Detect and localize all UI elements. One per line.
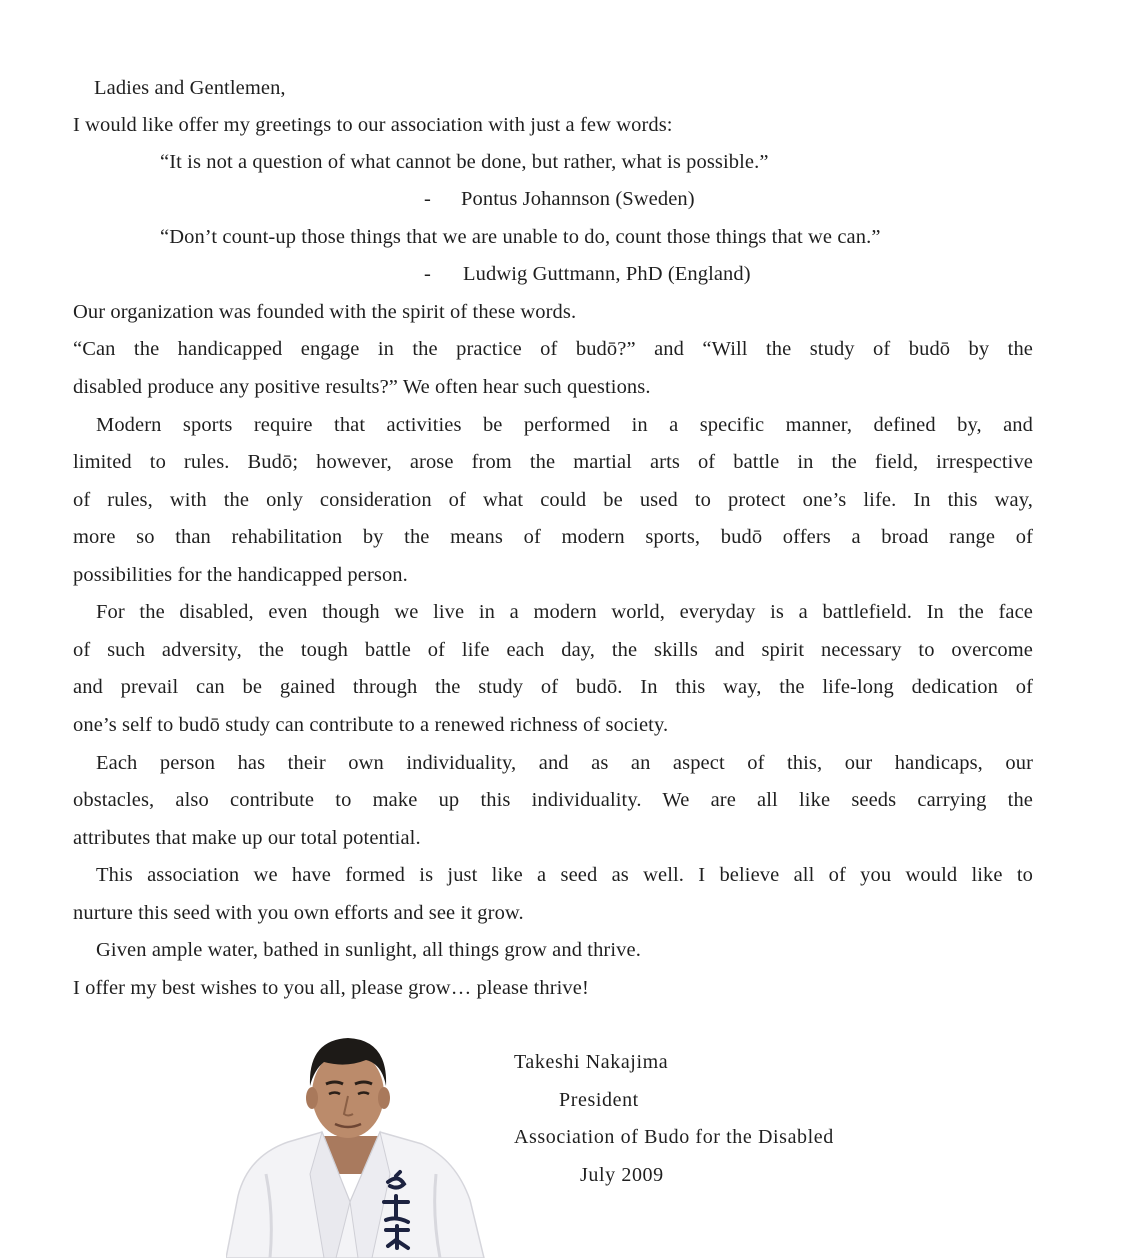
body-line: of such adversity, the tough battle of life each day, the skills and spirit necessary to overcome bbox=[73, 639, 1033, 661]
quote-2-dash: - bbox=[424, 263, 431, 285]
body-line: disabled produce any positive results?” We often hear such questions. bbox=[73, 376, 651, 398]
body-line: For the disabled, even though we live in a modern world, everyday is a battlefield. In the face bbox=[96, 601, 1033, 623]
body-line: possibilities for the handicapped person. bbox=[73, 564, 408, 586]
quote-2: “Don’t count-up those things that we are unable to do, count those things that we can.” bbox=[160, 226, 881, 248]
body-line: I offer my best wishes to you all, please grow… please thrive! bbox=[73, 977, 589, 999]
body-line: “Can the handicapped engage in the practice of budō?” and “Will the study of budō by the bbox=[73, 338, 1033, 360]
quote-2-author: Ludwig Guttmann, PhD (England) bbox=[463, 263, 751, 285]
quote-1: “It is not a question of what cannot be done, but rather, what is possible.” bbox=[160, 151, 769, 173]
body-line: Given ample water, bathed in sunlight, all things grow and thrive. bbox=[96, 939, 641, 961]
president-photo bbox=[226, 1024, 486, 1258]
body-line: more so than rehabilitation by the means of modern sports, budō offers a broad range of bbox=[73, 526, 1033, 548]
body-line: and prevail can be gained through the study of budō. In this way, the life-long dedication of bbox=[73, 676, 1033, 698]
signature-date: July 2009 bbox=[580, 1164, 664, 1186]
body-line: Each person has their own individuality, and as an aspect of this, our handicaps, our bbox=[96, 752, 1033, 774]
signature-name: Takeshi Nakajima bbox=[514, 1051, 669, 1073]
body-line: one’s self to budō study can contribute to a renewed richness of society. bbox=[73, 714, 669, 736]
body-line: Modern sports require that activities be performed in a specific manner, defined by, and bbox=[96, 414, 1033, 436]
quote-1-dash: - bbox=[424, 188, 431, 210]
body-line: Our organization was founded with the spirit of these words. bbox=[73, 301, 577, 323]
intro-line: I would like offer my greetings to our association with just a few words: bbox=[73, 114, 673, 136]
signature-title: President bbox=[559, 1089, 639, 1111]
signature-organization: Association of Budo for the Disabled bbox=[514, 1126, 834, 1148]
body-line: obstacles, also contribute to make up this individuality. We are all like seeds carrying the bbox=[73, 789, 1033, 811]
body-line: attributes that make up our total potential. bbox=[73, 827, 421, 849]
quote-1-author: Pontus Johannson (Sweden) bbox=[461, 188, 695, 210]
body-line: This association we have formed is just like a seed as well. I believe all of you would like to bbox=[96, 864, 1033, 886]
body-line: nurture this seed with you own efforts and see it grow. bbox=[73, 902, 524, 924]
body-line: of rules, with the only consideration of what could be used to protect one’s life. In this way, bbox=[73, 489, 1033, 511]
body-line: limited to rules. Budō; however, arose from the martial arts of battle in the field, irrespective bbox=[73, 451, 1033, 473]
salutation: Ladies and Gentlemen, bbox=[94, 77, 286, 99]
